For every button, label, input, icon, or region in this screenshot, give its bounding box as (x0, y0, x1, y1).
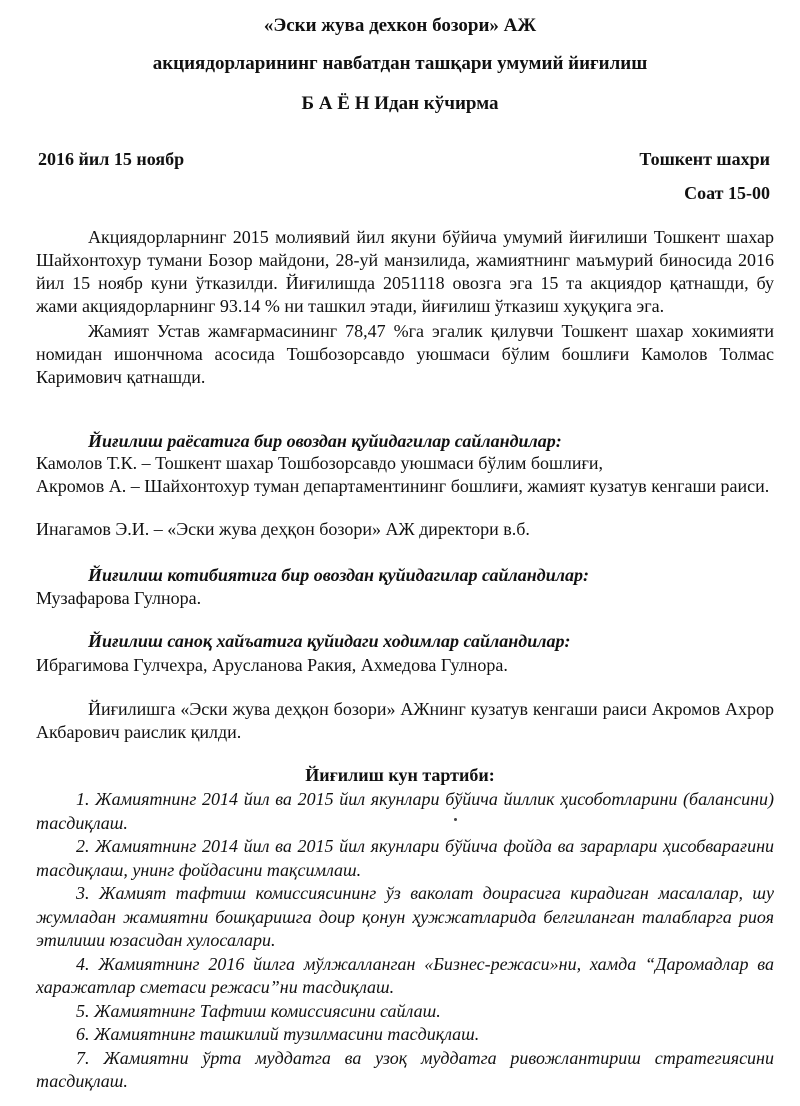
meeting-time: Соат 15-00 (684, 183, 770, 203)
document-title-line2: акциядорларининг навбатдан ташқари умумий йиғилиш (152, 53, 648, 74)
presidium-heading: Йиғилиш раёсатига бир овоздан қуйидагилар сайландилар: (88, 431, 562, 451)
document-title-line3: Б А Ё Н Идан кўчирма (301, 93, 499, 114)
meeting-date: 2016 йил 15 ноябр (38, 149, 185, 169)
agenda-title: Йиғилиш кун тартиби: (305, 765, 495, 785)
chair-paragraph (36, 698, 774, 744)
secretariat-heading: Йиғилиш котибиятига бир овоздан қуйидагилар сайландилар: (88, 565, 589, 585)
secretariat-member: Музафарова Гулнора. (36, 588, 202, 608)
meeting-city: Тошкент шахри (639, 149, 770, 169)
intro-section (36, 226, 774, 389)
agenda-item: 4. Жамиятнинг 2016 йилга мўлжалланган «Бизнес-режаси»ни, хамда “Даромадлар ва харажатлар сметаси режаси”ни тасдиқлаш. (36, 953, 774, 997)
counting-commission-members: Ибрагимова Гулчехра, Арусланова Ракия, Ахмедова Гулнора. (36, 655, 508, 675)
document-title-line1: «Эски жува дехкон бозори» АЖ (263, 15, 537, 36)
intro-paragraph-1: Акциядорларнинг 2015 молиявий йил якуни бўйича умумий йиғилиши Тошкент шахар Шайхонтохур тумани Бозор майдони, 28-уй манзилида, жамиятнинг маъмурий биносида 2016 йил 15 ноябр куни ўтказилди. Йиғилишда 2051118 овозга эга 15 та акциядор қатнашди, бу жами акциядорларнинг 93.14 % ни ташкил этади, йиғилиш ўтказиш хуқуқига эга. (36, 227, 774, 316)
scan-speck (454, 818, 457, 821)
agenda-item: 1. Жамиятнинг 2014 йил ва 2015 йил якунлари бўйича йиллик ҳисоботларини (балансини) тасдиқлаш. (36, 789, 774, 833)
agenda-list (36, 788, 774, 1094)
chair-text: Йиғилишга «Эски жува деҳқон бозори» АЖнинг кузатув кенгаши раиси Акромов Ахрор Акбарович раислик қилди. (36, 699, 774, 742)
agenda-item: 7. Жамиятни ўрта муддатга ва узоқ муддатга ривожлантириш стратегиясини тасдиқлаш. (36, 1047, 774, 1091)
presidium-member-2: Акромов А. – Шайхонтохур туман департаментининг бошлиғи, жамият кузатув кенгаши раиси. (36, 476, 770, 496)
presidium-member-1: Камолов Т.К. – Тошкент шахар Тошбозорсавдо уюшмаси бўлим бошлиғи, (36, 453, 604, 473)
counting-commission-heading: Йиғилиш саноқ хайъатига қуйидаги ходимлар сайландилар: (88, 631, 571, 651)
agenda-item: 6. Жамиятнинг ташкилий тузилмасини тасдиқлаш. (76, 1024, 480, 1044)
presidium-member-3: Инагамов Э.И. – «Эски жува деҳқон бозори» АЖ директори в.б. (36, 519, 530, 539)
agenda-item: 2. Жамиятнинг 2014 йил ва 2015 йил якунлари бўйича фойда ва зарарлари ҳисобварағини тасдиқлаш, унинг фойдасини тақсимлаш. (36, 836, 774, 880)
agenda-item: 5. Жамиятнинг Тафтиш комиссиясини сайлаш. (76, 1000, 441, 1021)
intro-paragraph-2: Жамият Устав жамғармасининг 78,47 %га эгалик қилувчи Тошкент шахар хокимияти номидан ишончнома асосида Тошбозорсавдо уюшмаси бўлим бошлиғи Камолов Толмас Каримович қатнашди. (36, 321, 774, 387)
agenda-item: 3. Жамият тафтиш комиссиясининг ўз ваколат доирасига кирадиган масалалар, шу жумладан жамиятни бошқаришга доир қонун ҳужжатларида белгиланган талабларга риоя этилиши юзасидан хулосалари. (36, 883, 774, 950)
